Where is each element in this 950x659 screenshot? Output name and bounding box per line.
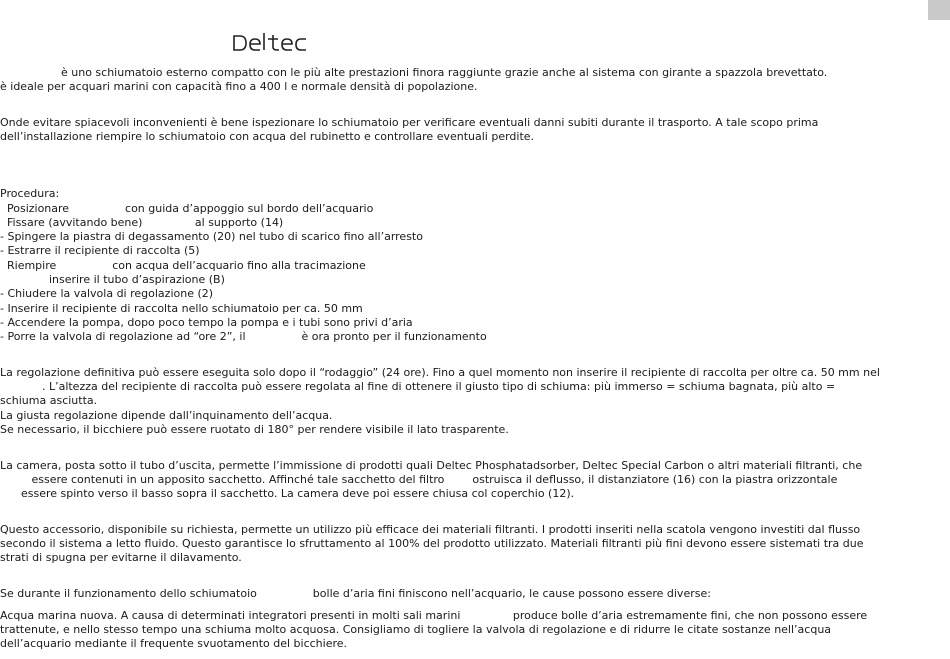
bubbles-line: dell’acquario mediante il frequente svuotamento del bicchiere. — [0, 637, 348, 650]
intro-line-1: è uno schiumatoio esterno compatto con le più alte prestazioni finora raggiunte grazie anche al sistema con girante a spazzola brevettato. — [61, 66, 828, 79]
inspection-line-1: Onde evitare spiacevoli inconvenienti è bene ispezionare lo schiumatoio per verificare eventuali danni subiti durante il trasporto. A tale scopo prima — [0, 116, 819, 129]
procedure-step: - Porre la valvola di regolazione ad “ore 2”, il è ora pronto per il funzionamento — [0, 330, 487, 343]
deltec-logo — [232, 30, 324, 56]
procedure-step: - Inserire il recipiente di raccolta nello schiumatoio per ca. 50 mm — [0, 302, 363, 315]
accessory-line: secondo il sistema a letto fluido. Questo garantisce lo sfruttamento al 100% del prodotto utilizzato. Materiali filtranti più fini devono essere sistemati tra due — [0, 537, 864, 550]
procedure-heading: Procedura: — [0, 187, 60, 200]
procedure-step: - Chiudere la valvola di regolazione (2) — [0, 287, 214, 300]
procedure-step: - Accendere la pompa, dopo poco tempo la pompa e i tubi sono privi d’aria — [0, 316, 413, 329]
procedure-step: Posizionare con guida d’appoggio sul bordo dell’acquario — [0, 202, 374, 215]
chamber-line: essere contenuti in un apposito sacchetto. Affinché tale sacchetto del filtro ostruisca il deflusso, il distanziatore (16) con la piastra orizzontale — [0, 473, 838, 486]
bubbles-line: Acqua marina nuova. A causa di determinati integratori presenti in molti sali marini produce bolle d’aria estremamente fini, che non possono essere — [0, 609, 868, 622]
bubbles-line: trattenute, e nello stesso tempo una schiuma molto acquosa. Consigliamo di togliere la valvola di regolazione e di ridurre le citate sostanze nell’acqua — [0, 623, 832, 636]
procedure-step: inserire il tubo d’aspirazione (B) — [0, 273, 225, 286]
chamber-line: La camera, posta sotto il tubo d’uscita, permette l’immissione di prodotti quali Deltec Phosphatadsorber, Deltec Special Carbon o altri materiali filtranti, che — [0, 459, 863, 472]
bubbles-intro-line: Se durante il funzionamento dello schiumatoio bolle d’aria fini finiscono nell’acquario, le cause possono essere diverse: — [0, 587, 711, 600]
regulation-line: schiuma asciutta. — [0, 394, 98, 407]
regulation-line: Se necessario, il bicchiere può essere ruotato di 180° per rendere visibile il lato trasparente. — [0, 423, 509, 436]
intro-line-2: è ideale per acquari marini con capacità fino a 400 l e normale densità di popolazione. — [0, 80, 478, 93]
procedure-step: Fissare (avvitando bene) al supporto (14) — [0, 216, 284, 229]
scrollbar-thumb[interactable] — [928, 0, 950, 20]
procedure-step: - Estrarre il recipiente di raccolta (5) — [0, 244, 200, 257]
regulation-line: La regolazione definitiva può essere eseguita solo dopo il “rodaggio” (24 ore). Fino a quel momento non inserire il recipiente di raccolta per oltre ca. 50 mm nel — [0, 366, 880, 379]
chamber-line: essere spinto verso il basso sopra il sacchetto. La camera deve poi essere chiusa col coperchio (12). — [0, 487, 575, 500]
procedure-step: Riempire con acqua dell’acquario fino alla tracimazione — [0, 259, 366, 272]
procedure-step: - Spingere la piastra di degassamento (20) nel tubo di scarico fino all’arresto — [0, 230, 423, 243]
accessory-line: strati di spugna per evitarne il dilavamento. — [0, 551, 242, 564]
regulation-line: . L’altezza del recipiente di raccolta può essere regolata al fine di ottenere il giusto tipo di schiuma: più immerso = schiuma bagnata, più alto = — [0, 380, 836, 393]
accessory-line: Questo accessorio, disponibile su richiesta, permette un utilizzo più efficace dei materiali filtranti. I prodotti inseriti nella scatola vengono investiti dal flusso — [0, 523, 861, 536]
regulation-line: La giusta regolazione dipende dall’inquinamento dell’acqua. — [0, 409, 333, 422]
inspection-line-2: dell’installazione riempire lo schiumatoio con acqua del rubinetto e controllare eventuali perdite. — [0, 130, 535, 143]
